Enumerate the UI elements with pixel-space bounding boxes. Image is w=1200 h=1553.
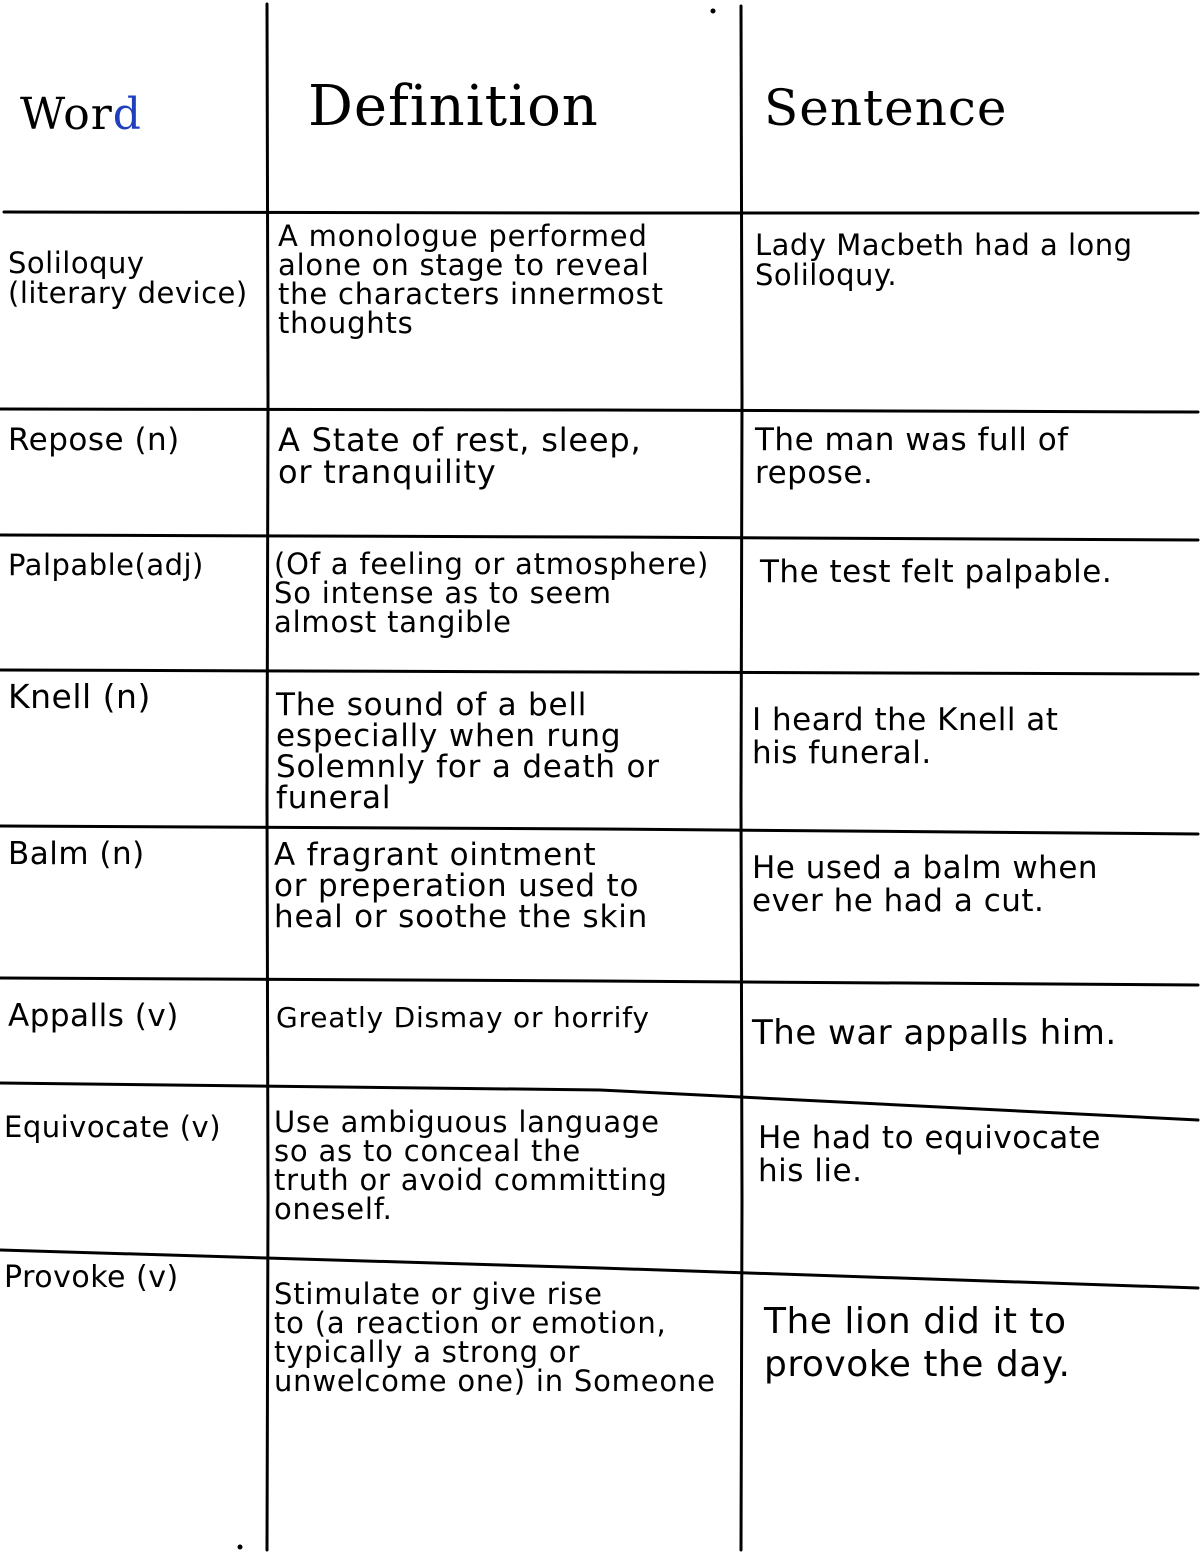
sentence-cell: The test felt palpable. — [760, 554, 1113, 590]
sentence-cell: I heard the Knell at his funeral. — [752, 702, 1059, 771]
ink-dot — [711, 9, 716, 14]
word-cell: Soliloquy (literary device) — [8, 246, 248, 311]
row-divider-5 — [0, 826, 1198, 834]
sentence-cell: The man was full of repose. — [755, 422, 1069, 491]
sentence-cell: He had to equivocate his lie. — [758, 1120, 1101, 1189]
header-word-suffix: d — [112, 89, 142, 140]
row-divider-4 — [0, 670, 1198, 674]
column-divider-1 — [267, 4, 268, 1550]
word-cell: Knell (n) — [8, 677, 151, 716]
header-word — [20, 89, 260, 140]
column-divider-2 — [741, 6, 742, 1550]
word-cell: Provoke (v) — [4, 1260, 179, 1295]
definition-cell: Use ambiguous language so as to conceal the truth or avoid committing oneself. — [274, 1105, 668, 1226]
sentence-cell: The war appalls him. — [752, 1013, 1117, 1053]
row-divider-6 — [0, 978, 1198, 985]
sentence-cell: Lady Macbeth had a long Soliloquy. — [755, 228, 1133, 293]
definition-cell: Greatly Dismay or horrify — [276, 1001, 650, 1034]
definition-cell: (Of a feeling or atmosphere) So intense as to seem almost tangible — [274, 547, 710, 639]
definition-cell: Stimulate or give rise to (a reaction or emotion, typically a strong or unwelcome one) in Someone — [274, 1277, 716, 1398]
word-cell: Palpable(adj) — [8, 548, 204, 582]
word-cell: Repose (n) — [8, 422, 180, 458]
sentence-cell: The lion did it to provoke the day. — [764, 1301, 1071, 1386]
definition-cell: A State of rest, sleep, or tranquility — [278, 421, 642, 491]
word-cell: Appalls (v) — [8, 998, 179, 1034]
ink-dot — [238, 1545, 243, 1550]
word-cell: Balm (n) — [8, 836, 145, 872]
header-sentence: Sentence — [764, 79, 1008, 137]
sentence-cell: He used a balm when ever he had a cut. — [752, 850, 1099, 919]
header-definition: Definition — [308, 74, 599, 139]
row-divider-1 — [4, 212, 1198, 213]
row-divider-3 — [0, 535, 1198, 540]
definition-cell: The sound of a bell especially when rung Solemnly for a death or funeral — [276, 687, 660, 816]
word-cell: Equivocate (v) — [4, 1110, 222, 1144]
definition-cell: A monologue performed alone on stage to reveal the characters innermost thoughts — [278, 219, 664, 340]
definition-cell: A fragrant ointment or preperation used to heal or soothe the skin — [274, 837, 649, 935]
row-divider-2 — [0, 409, 1198, 412]
header-word-prefix: Wor — [20, 89, 113, 140]
